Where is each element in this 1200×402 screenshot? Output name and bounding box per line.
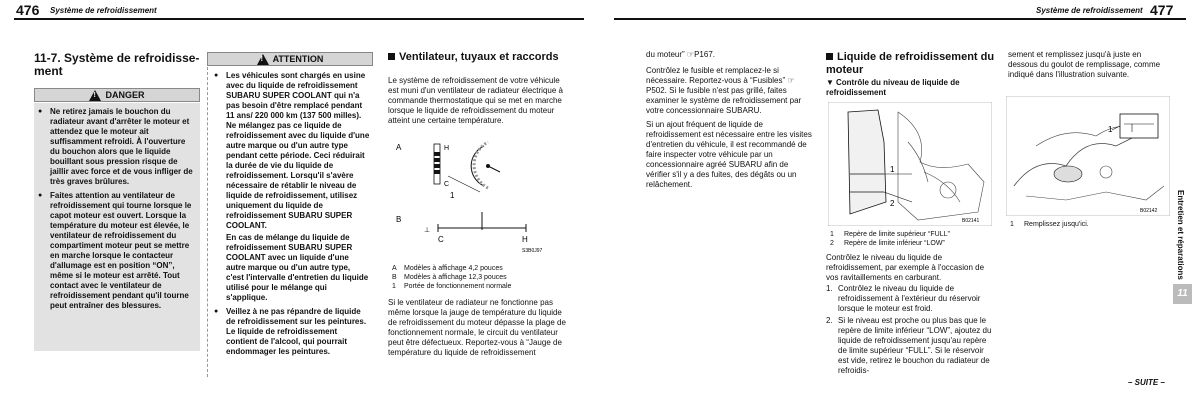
header-rule-right <box>614 18 1186 20</box>
header-title-left: Système de refroidissement <box>50 6 157 15</box>
legend-row: B Modèles à affichage 12,3 pouces <box>392 274 507 281</box>
danger-item: ● Faites attention au ventilateur de refroidissement qui tourne lorsque le capot moteur est ouvert. Lorsque la température du moteur est élevée, le ventilateur de refroidissement du compartiment moteur peut se mettre en marche lorsque le contacteur d'allumage est en position “ON”, même si le moteur est arrêté. Tout contact avec le ventilateur de refroidissement pendant qu'il tourne peut entraîner des blessures. <box>38 191 196 311</box>
header-title-right: Système de refroidissement <box>1036 6 1143 15</box>
fan-intro: Le système de refroidissement de votre véhicule est muni d'un ventilateur de radiateur électrique à commande thermostatique qui se met en marche lorsque le liquide de refroidissement du moteur atteint une certaine température. <box>388 76 563 125</box>
temperature-gauge-figure <box>388 138 564 260</box>
figure-label-h: H <box>522 235 528 244</box>
triangle-down-icon: ▼ <box>826 78 834 87</box>
step-item: 1. Contrôlez le niveau du liquide de refroidissement à l'extérieur du réservoir lorsque le moteur est froid. <box>826 284 981 313</box>
legend-row: 1 Repère de limite supérieur “FULL” <box>830 231 950 238</box>
danger-label: DANGER <box>105 90 145 100</box>
coolant-intro: Contrôlez le niveau du liquide de refroidissement, par exemple à l'occasion de vos ravitaillements en carburant. <box>826 253 985 282</box>
attention-item: ● Veillez à ne pas répandre de liquide de refroidissement sur les peintures. Le liquide de refroidissement contient de l'alcool, qui pourrait endommager les peintures. <box>214 307 370 357</box>
header-rule-left <box>14 18 584 20</box>
col1-para2: Si un ajout fréquent de liquide de refroidissement est nécessaire entre les visites d'entretien du véhicule, il est recommandé de faire inspecter votre véhicule par un concessionnaire agréé SUBARU afin de vérifier s'il y a des fuites, des dégâts ou un relâchement. <box>646 120 812 189</box>
danger-header <box>34 88 200 102</box>
fan-section-title: Ventilateur, tuyaux et raccords <box>388 51 568 64</box>
figure-label-1: 1 <box>1108 125 1113 134</box>
reservoir-figure <box>828 102 992 226</box>
danger-box <box>34 103 200 351</box>
attention-header <box>207 52 373 66</box>
figure-label-1: 1 <box>890 165 895 174</box>
figure-label-2: 2 <box>890 199 895 208</box>
bar-gauge-a <box>434 144 449 188</box>
coolant-steps <box>826 284 994 376</box>
page-number-left: 476 <box>16 2 40 18</box>
col1-para1: Contrôlez le fusible et remplacez-le si nécessaire. Reportez-vous à “Fusibles” ☞P502. Si le fusible n'est pas grillé, faites examiner le système de refroidissement par votre concessionnaire SUBARU. <box>646 66 802 115</box>
danger-item: ● Ne retirez jamais le bouchon du radiateur avant d'arrêter le moteur et attendez que le moteur ait suffisamment refroidi. À l'ouverture du bouchon alors que le liquide bouillant sous pression risque de jaillir avec force et de vous infliger de très graves brûlures. <box>38 107 196 187</box>
figure-code: S3B0J97 <box>522 248 543 254</box>
figure-label-c: C <box>438 235 444 244</box>
continued-footer: – SUITE – <box>1128 378 1165 387</box>
figure-code: B02142 <box>1140 208 1158 214</box>
legend-row: 1 Portée de fonctionnement normale <box>392 283 512 290</box>
round-gauge-a <box>471 142 500 188</box>
col1-line0: du moteur” ☞P167. <box>646 50 715 59</box>
warning-triangle-icon: ! <box>257 54 269 65</box>
side-tab-label: Entretien et réparations <box>1176 190 1185 280</box>
fan-legend <box>392 264 568 291</box>
col3-text: sement et remplissez jusqu'à juste en dessous du goulot de remplissage, comme indiqué dans l'illustration suivante. <box>1008 50 1161 79</box>
legend-row: 1 Remplissez jusqu'ici. <box>1010 221 1089 228</box>
radiator-legend <box>1010 220 1170 229</box>
section-square-icon <box>388 53 395 60</box>
legend-row: A Modèles à affichage 4,2 pouces <box>392 265 503 272</box>
page-number-right: 477 <box>1150 2 1174 18</box>
bar-gauge-b <box>424 212 526 234</box>
svg-text:C: C <box>444 181 450 188</box>
coolant-section-title: Liquide de refroidissement du moteur <box>826 51 995 76</box>
radiator-figure <box>1006 96 1170 216</box>
reservoir-legend <box>830 230 996 248</box>
warning-triangle-icon: ! <box>89 90 101 101</box>
figure-label-1: 1 <box>450 191 455 200</box>
step-item: 2. Si le niveau est proche ou plus bas que le repère de limite inférieur “LOW”, ajoutez du liquide de refroidissement jusqu'au repère de limite supérieur “FULL”. Si le réservoir est vide, retirez le bouchon du radiateur de refroidis- <box>826 316 992 375</box>
section-title: 11-7. Système de refroidisse-ment <box>34 51 200 78</box>
side-tab <box>1173 284 1192 304</box>
side-tab-number: 11 <box>1177 288 1188 299</box>
figure-code: B02141 <box>962 218 980 224</box>
attention-item-continued: En cas de mélange du liquide de refroidissement SUBARU SUPER COOLANT avec un liquide d'une autre marque ou d'un autre type, c'est l'intervalle d'entretien du liquide utilisé pour le mélange qui s'applique. <box>226 233 369 302</box>
legend-row: 2 Repère de limite inférieur “LOW” <box>830 240 945 247</box>
coolant-subtitle: ▼ Contrôle du niveau de liquide de refroidissement <box>826 78 960 97</box>
fan-body: Si le ventilateur de radiateur ne fonctionne pas même lorsque la jauge de température du liquide de refroidissement du moteur dépasse la plage de fonctionnement normale, le circuit du ventilateur peut être défectueux. Reportez-vous à “Jauge de température du liquide de refroidissement <box>388 298 566 357</box>
section-square-icon <box>826 53 833 60</box>
svg-text:⊥: ⊥ <box>424 227 431 234</box>
figure-label-a: A <box>396 143 402 152</box>
attention-label: ATTENTION <box>272 54 324 64</box>
svg-text:H: H <box>444 145 450 152</box>
attention-item: ● Les véhicules sont chargés en usine avec du liquide de refroidissement SUBARU SUPER COOLANT qui n'a pas besoin d'être remplacé pendant 11 ans/ 220 000 km (137 500 milles). Ne mélangez pas ce liquide de refroidissement avec du liquide d'une autre marque ou d'un autre type pendant cette période. Ceci réduirait la durée de vie du liquide de refroidissement. Lorsqu'il s'avère nécessaire de rétablir le niveau de liquide de refroidissement, utilisez uniquement du liquide de refroidissement SUBARU SUPER COOLANT. <box>214 71 370 231</box>
figure-label-b: B <box>396 215 402 224</box>
attention-box <box>207 67 374 377</box>
